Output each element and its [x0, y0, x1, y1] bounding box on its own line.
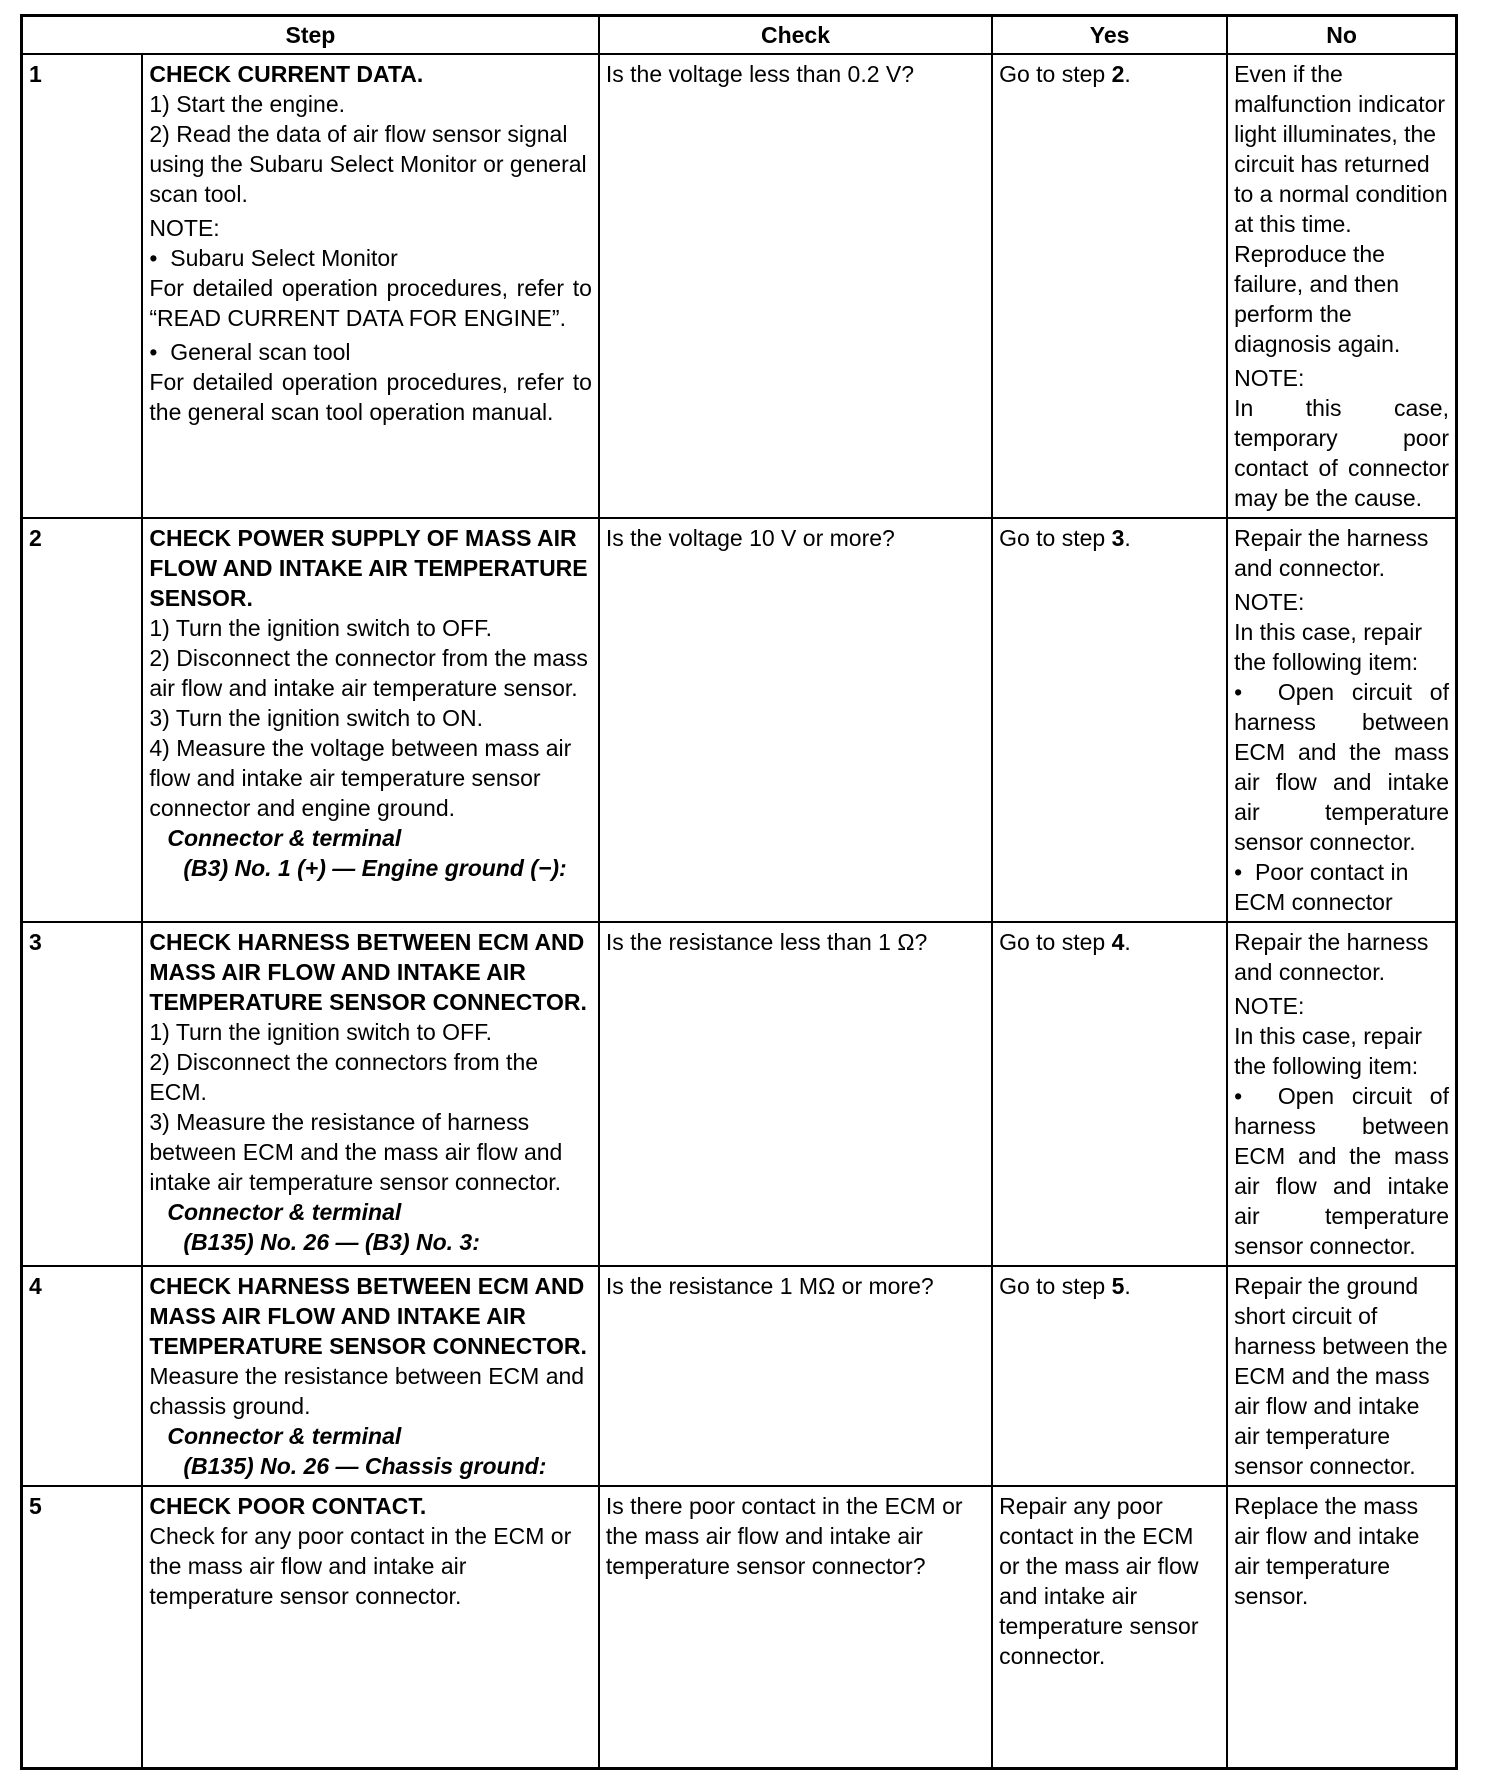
yes-prefix: Go to step [999, 61, 1112, 87]
yes-cell: Go to step 5. [992, 1266, 1227, 1486]
bullet-item: • Open circuit of harness between ECM and the mass air flow and intake air temperature sensor connector. [1234, 1081, 1449, 1261]
yes-prefix: Go to step [999, 525, 1112, 551]
check-cell: Is the voltage 10 V or more? [599, 518, 992, 922]
connector-terminal-label: Connector & terminal [167, 1423, 402, 1449]
step-line: 1) Turn the ignition switch to OFF. [149, 1019, 492, 1045]
connector-terminal-value: (B3) No. 1 (+) — Engine ground (−): [183, 855, 567, 881]
step-cell [142, 518, 598, 922]
step-line: For detailed operation procedures, refer to “READ CURRENT DATA FOR ENGINE”. [149, 275, 592, 331]
step-cell [142, 54, 598, 518]
no-cell [1227, 54, 1456, 518]
bullet-item: • General scan tool [149, 337, 591, 367]
table-row [22, 1266, 1457, 1486]
note-label: NOTE: [1234, 589, 1305, 615]
table-row [22, 922, 1457, 1266]
yes-cell: Go to step 3. [992, 518, 1227, 922]
no-text: Even if the malfunction indicator light illuminates, the circuit has returned to a normal condition at this time. Reproduce the failure, and then perform the diagnosis again. [1234, 61, 1448, 357]
step-reference: 2 [1111, 61, 1125, 87]
connector-terminal-label: Connector & terminal [167, 825, 402, 851]
step-line: 2) Read the data of air flow sensor signal using the Subaru Select Monitor or general scan tool. [149, 121, 587, 207]
check-cell: Is the resistance 1 MΩ or more? [599, 1266, 992, 1486]
step-number: 5 [22, 1486, 143, 1769]
no-cell [1227, 922, 1456, 1266]
check-cell: Is there poor contact in the ECM or the mass air flow and intake air temperature sensor connector? [599, 1486, 992, 1769]
step-line: 1) Turn the ignition switch to OFF. [149, 615, 492, 641]
table-row [22, 54, 1457, 518]
step-cell [142, 1486, 598, 1769]
note-label: NOTE: [1234, 365, 1305, 391]
connector-terminal-label: Connector & terminal [167, 1199, 402, 1225]
header-check: Check [599, 16, 992, 55]
yes-cell: Repair any poor contact in the ECM or the mass air flow and intake air temperature sensor connector. [992, 1486, 1227, 1769]
note-text: In this case, temporary poor contact of connector may be the cause. [1234, 395, 1449, 511]
step-line: Check for any poor contact in the ECM or the mass air flow and intake air temperature sensor connector. [149, 1523, 572, 1609]
yes-cell: Go to step 4. [992, 922, 1227, 1266]
note-label: NOTE: [1234, 993, 1305, 1019]
no-text: Repair the harness and connector. [1234, 525, 1429, 581]
note-label: NOTE: [149, 215, 220, 241]
diagnostic-table [20, 14, 1458, 1770]
connector-terminal-value: (B135) No. 26 — (B3) No. 3: [183, 1229, 480, 1255]
bullet-item: • Poor contact in ECM connector [1234, 857, 1449, 917]
bullet-item: • Subaru Select Monitor [149, 243, 591, 273]
step-title: CHECK CURRENT DATA. [149, 61, 424, 87]
yes-cell: Go to step 2. [992, 54, 1227, 518]
note-text: In this case, repair the following item: [1234, 1023, 1423, 1079]
step-line: For detailed operation procedures, refer to the general scan tool operation manual. [149, 369, 592, 425]
note-text: In this case, repair the following item: [1234, 619, 1423, 675]
no-text: Repair the harness and connector. [1234, 929, 1429, 985]
bullet-item: • Open circuit of harness between ECM and the mass air flow and intake air temperature sensor connector. [1234, 677, 1449, 857]
step-number: 3 [22, 922, 143, 1266]
yes-prefix: Go to step [999, 1273, 1112, 1299]
header-no: No [1227, 16, 1456, 55]
step-number: 1 [22, 54, 143, 518]
table-row [22, 1486, 1457, 1769]
connector-terminal-value: (B135) No. 26 — Chassis ground: [183, 1453, 547, 1479]
step-title: CHECK POWER SUPPLY OF MASS AIR FLOW AND INTAKE AIR TEMPERATURE SENSOR. [149, 525, 588, 611]
step-cell [142, 922, 598, 1266]
step-title: CHECK HARNESS BETWEEN ECM AND MASS AIR FLOW AND INTAKE AIR TEMPERATURE SENSOR CONNECTOR. [149, 929, 587, 1015]
step-number: 4 [22, 1266, 143, 1486]
step-title: CHECK HARNESS BETWEEN ECM AND MASS AIR FLOW AND INTAKE AIR TEMPERATURE SENSOR CONNECTOR. [149, 1273, 587, 1359]
table-row [22, 518, 1457, 922]
step-line: 4) Measure the voltage between mass air flow and intake air temperature sensor connector and engine ground. [149, 735, 572, 821]
step-line: Measure the resistance between ECM and chassis ground. [149, 1363, 585, 1419]
step-line: 3) Measure the resistance of harness between ECM and the mass air flow and intake air temperature sensor connector. [149, 1109, 563, 1195]
no-text: Replace the mass air flow and intake air temperature sensor. [1234, 1493, 1420, 1609]
check-cell: Is the resistance less than 1 Ω? [599, 922, 992, 1266]
step-reference: 3 [1111, 525, 1125, 551]
step-line: 3) Turn the ignition switch to ON. [149, 705, 484, 731]
step-title: CHECK POOR CONTACT. [149, 1493, 427, 1519]
header-yes: Yes [992, 16, 1227, 55]
no-cell [1227, 1486, 1456, 1769]
yes-prefix: Go to step [999, 929, 1112, 955]
check-cell: Is the voltage less than 0.2 V? [599, 54, 992, 518]
no-text: Repair the ground short circuit of harness between the ECM and the mass air flow and intake air temperature sensor connector. [1234, 1273, 1448, 1479]
header-row [22, 16, 1457, 55]
no-cell [1227, 518, 1456, 922]
step-line: 2) Disconnect the connectors from the ECM. [149, 1049, 539, 1105]
header-step: Step [22, 16, 599, 55]
step-reference: 4 [1111, 929, 1125, 955]
step-reference: 5 [1111, 1273, 1125, 1299]
no-cell [1227, 1266, 1456, 1486]
step-line: 2) Disconnect the connector from the mass air flow and intake air temperature sensor. [149, 645, 588, 701]
step-line: 1) Start the engine. [149, 91, 346, 117]
step-cell [142, 1266, 598, 1486]
step-number: 2 [22, 518, 143, 922]
